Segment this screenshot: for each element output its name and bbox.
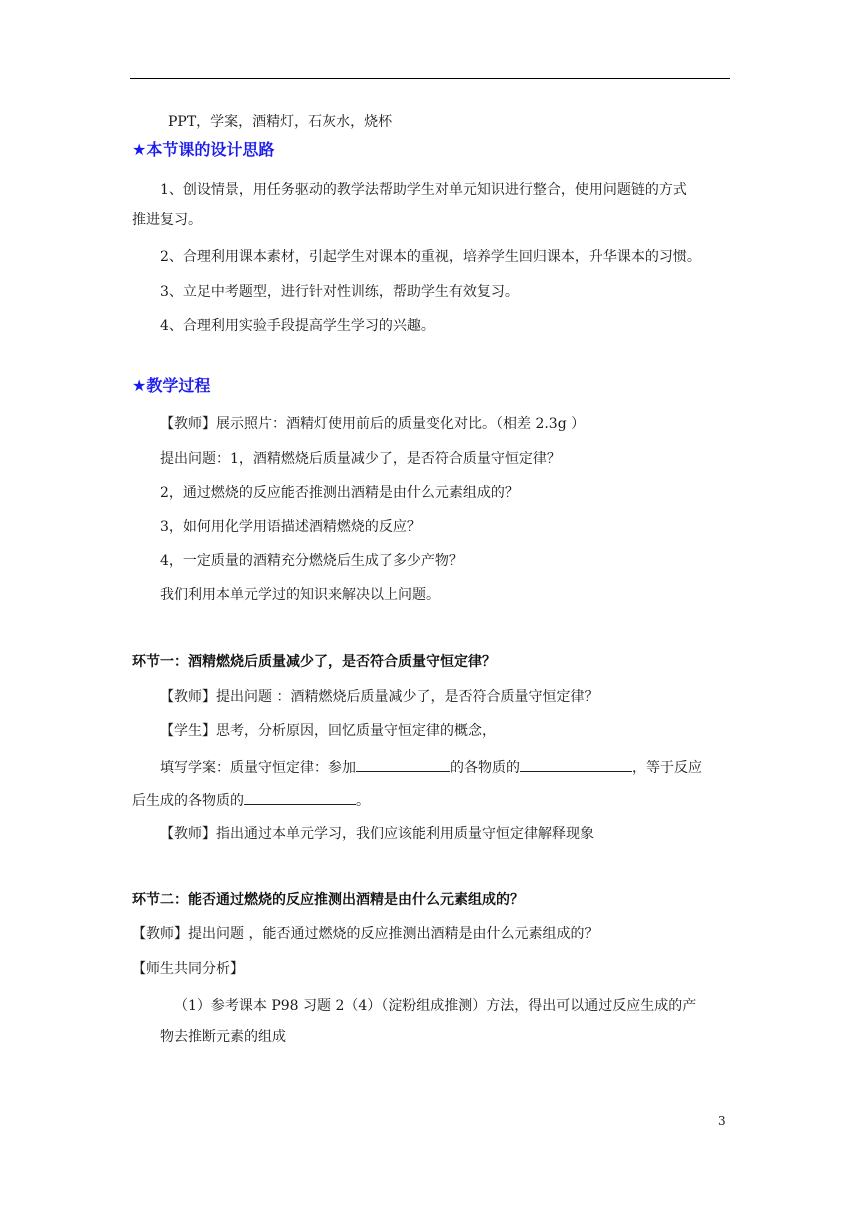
- process-line-4: 3，如何用化学用语描述酒精燃烧的反应？: [160, 519, 421, 535]
- fill-text-c: ，等于反应: [632, 760, 702, 776]
- blank-products-mass[interactable]: [244, 790, 356, 805]
- process-line-1: 【教师】展示照片：酒精灯使用前后的质量变化对比。（相差 2.3g ）: [160, 416, 586, 432]
- fill-text-a: 填写学案：质量守恒定律：参加: [160, 760, 356, 776]
- fill-text-d: 后生成的各物质的: [132, 793, 244, 809]
- part2-teacher-question: 【教师】提出问题 ，能否通过燃烧的反应推测出酒精是由什么元素组成的？: [132, 926, 599, 942]
- part1-heading: 环节一：酒精燃烧后质量减少了，是否符合质量守恒定律？: [132, 654, 496, 670]
- process-line-5: 4，一定质量的酒精充分燃烧后生成了多少产物？: [160, 553, 463, 569]
- part1-teacher-question: 【教师】提出问题 ：酒精燃烧后质量减少了，是否符合质量守恒定律？: [160, 689, 599, 705]
- part2-joint-analysis: 【师生共同分析】: [132, 961, 244, 977]
- part1-teacher-note: 【教师】指出通过本单元学习，我们应该能利用质量守恒定律解释现象: [160, 826, 594, 842]
- part2-heading: 环节二：能否通过燃烧的反应推测出酒精是由什么元素组成的？: [132, 892, 524, 908]
- fill-text-e: 。: [356, 793, 370, 809]
- blank-mass-total[interactable]: [520, 757, 632, 772]
- design-item-2: 2、合理利用课本素材，引起学生对课本的重视，培养学生回归课本，升华课本的习惯。: [160, 249, 701, 265]
- process-line-6: 我们利用本单元学过的知识来解决以上问题。: [160, 587, 440, 603]
- process-line-2: 提出问题：1，酒精燃烧后质量减少了，是否符合质量守恒定律？: [160, 451, 561, 467]
- part1-fill-line: [160, 757, 702, 777]
- design-item-3: 3、立足中考题型，进行针对性训练，帮助学生有效复习。: [160, 284, 519, 300]
- fill-text-b: 的各物质的: [450, 760, 520, 776]
- design-item-1-cont: 推进复习。: [132, 212, 202, 228]
- header-rule: [130, 78, 730, 79]
- design-heading: ★本节课的设计思路: [132, 140, 275, 159]
- part2-item1: （1）参考课本 P98 习题 2（4）（淀粉组成推测）方法，得出可以通过反应生成的产: [174, 998, 697, 1014]
- part1-fill-line-cont: [132, 790, 370, 810]
- process-line-3: 2，通过燃烧的反应能否推测出酒精是由什么元素组成的？: [160, 485, 519, 501]
- part1-student-line: 【学生】思考，分析原因，回忆质量守恒定律的概念，: [160, 723, 496, 739]
- process-heading: ★教学过程: [132, 376, 211, 395]
- page-number: 3: [718, 1114, 726, 1128]
- blank-participating[interactable]: [356, 757, 450, 772]
- materials-line: PPT，学案，酒精灯，石灰水，烧杯: [168, 114, 393, 130]
- design-item-4: 4、合理利用实验手段提高学生学习的兴趣。: [160, 318, 435, 334]
- design-item-1: 1、创设情景，用任务驱动的教学法帮助学生对单元知识进行整合，使用问题链的方式: [160, 182, 687, 198]
- part2-item1-cont: 物去推断元素的组成: [160, 1029, 286, 1045]
